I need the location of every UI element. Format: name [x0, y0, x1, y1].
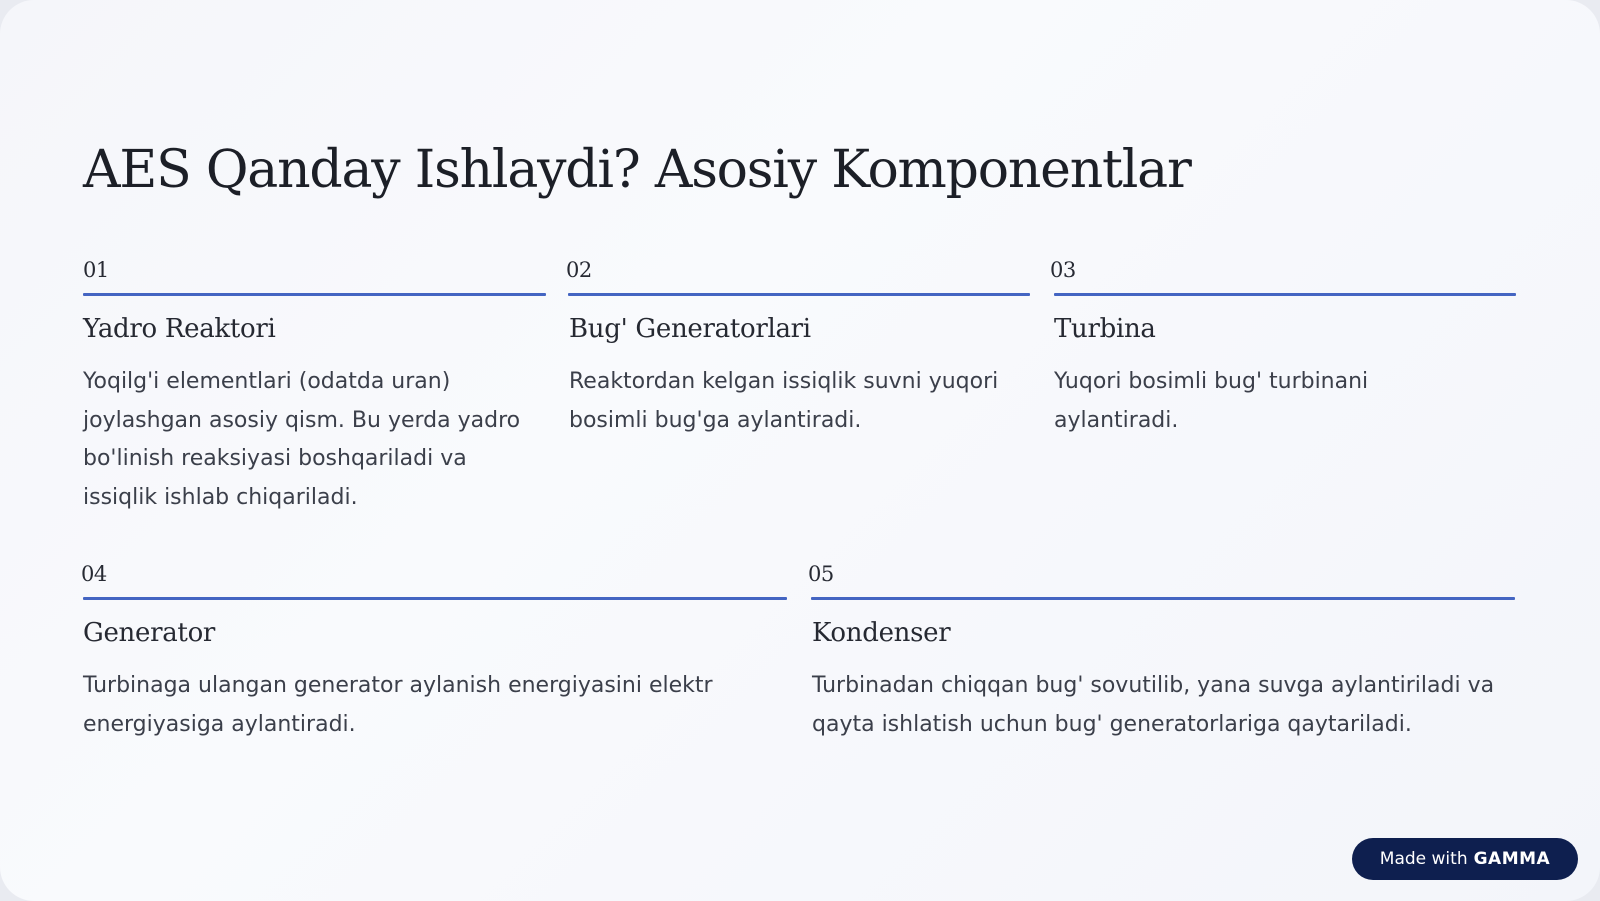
card-title: Bug' Generatorlari [569, 314, 811, 344]
card-number: 03 [1050, 258, 1076, 282]
component-card-1 [83, 258, 553, 518]
component-card-5 [808, 562, 1520, 762]
card-divider [811, 597, 1515, 600]
card-description: Reaktordan kelgan issiqlik suvni yuqori bosimli bug'ga aylantiradi. [569, 369, 999, 433]
card-description: Turbinadan chiqqan bug' sovutilib, yana suvga aylantiriladi va qayta ishlatish uchun bug' generatorlariga qaytariladi. [812, 673, 1495, 737]
card-number: 01 [83, 258, 109, 282]
component-card-2 [566, 258, 1036, 458]
card-title: Turbina [1054, 314, 1156, 344]
badge-prefix: Made with [1379, 849, 1468, 869]
card-title: Generator [83, 618, 216, 648]
component-card-4 [81, 562, 791, 762]
gamma-logo: GAMMA [1473, 849, 1551, 869]
card-description: Yoqilg'i elementlari (odatda uran) joylashgan asosiy qism. Bu yerda yadro bo'linish reaksiyasi boshqariladi va issiqlik ishlab chiqariladi. [83, 369, 521, 510]
card-divider [83, 293, 546, 296]
card-description: Yuqori bosimli bug' turbinani aylantiradi. [1054, 369, 1369, 433]
component-card-3 [1050, 258, 1520, 458]
card-title: Kondenser [812, 618, 951, 648]
card-divider [83, 597, 787, 600]
made-with-gamma-badge[interactable] [1352, 838, 1578, 880]
card-divider [568, 293, 1030, 296]
slide-title: AES Qanday Ishlaydi? Asosiy Komponentlar [83, 140, 1191, 200]
card-description: Turbinaga ulangan generator aylanish energiyasini elektr energiyasiga aylantiradi. [83, 673, 713, 737]
card-number: 04 [81, 562, 107, 586]
card-number: 05 [808, 562, 834, 586]
card-divider [1054, 293, 1516, 296]
card-number: 02 [566, 258, 592, 282]
card-title: Yadro Reaktori [83, 314, 276, 344]
